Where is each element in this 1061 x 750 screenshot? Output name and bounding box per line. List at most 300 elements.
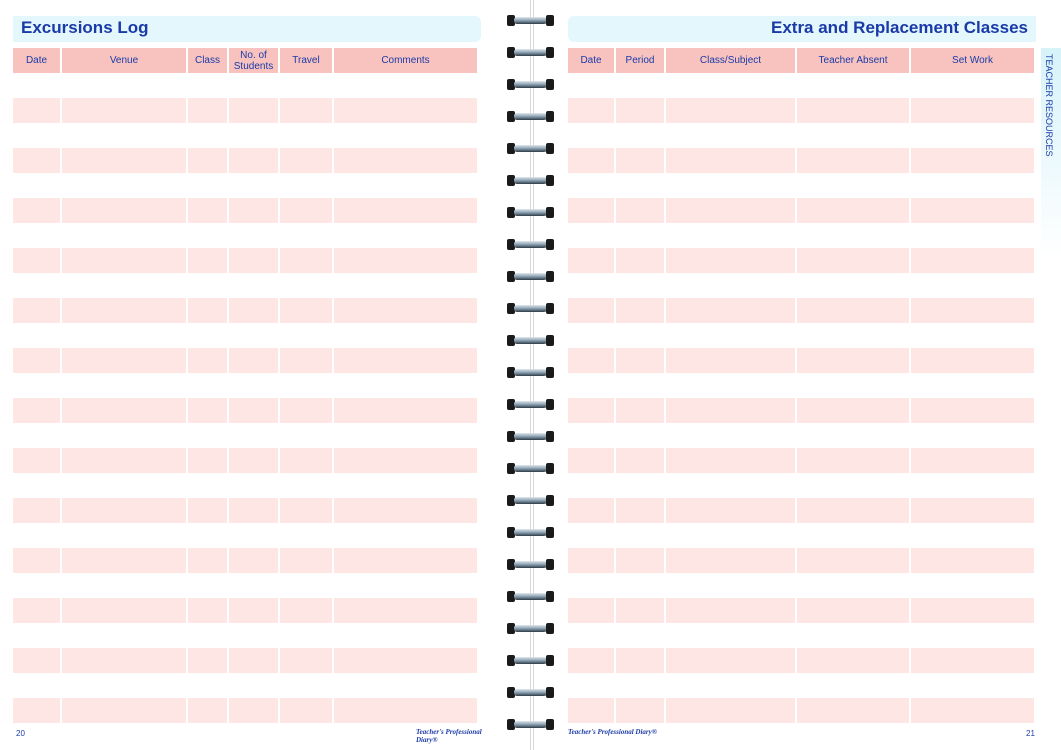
table-cell[interactable] (568, 498, 614, 523)
table-cell[interactable] (568, 673, 614, 698)
table-cell[interactable] (616, 223, 664, 248)
table-cell[interactable] (280, 398, 332, 423)
table-cell[interactable] (13, 573, 60, 598)
table-cell[interactable] (334, 98, 477, 123)
table-cell[interactable] (568, 298, 614, 323)
table-cell[interactable] (229, 198, 278, 223)
table-cell[interactable] (568, 398, 614, 423)
table-cell[interactable] (568, 148, 614, 173)
table-cell[interactable] (911, 98, 1034, 123)
table-cell[interactable] (13, 248, 60, 273)
table-cell[interactable] (229, 223, 278, 248)
table-cell[interactable] (62, 573, 186, 598)
table-cell[interactable] (616, 248, 664, 273)
table-cell[interactable] (13, 623, 60, 648)
table-cell[interactable] (616, 398, 664, 423)
table-cell[interactable] (13, 98, 60, 123)
table-cell[interactable] (229, 473, 278, 498)
table-cell[interactable] (666, 198, 795, 223)
table-cell[interactable] (229, 498, 278, 523)
table-cell[interactable] (13, 223, 60, 248)
table-cell[interactable] (229, 523, 278, 548)
table-cell[interactable] (616, 648, 664, 673)
table-cell[interactable] (280, 523, 332, 548)
table-cell[interactable] (797, 198, 909, 223)
table-cell[interactable] (280, 498, 332, 523)
table-cell[interactable] (62, 273, 186, 298)
table-cell[interactable] (797, 348, 909, 373)
table-cell[interactable] (13, 73, 60, 98)
table-cell[interactable] (616, 98, 664, 123)
table-cell[interactable] (280, 223, 332, 248)
table-cell[interactable] (797, 248, 909, 273)
table-cell[interactable] (188, 523, 227, 548)
table-cell[interactable] (616, 573, 664, 598)
table-cell[interactable] (229, 98, 278, 123)
table-cell[interactable] (568, 173, 614, 198)
table-cell[interactable] (229, 673, 278, 698)
table-cell[interactable] (666, 373, 795, 398)
table-cell[interactable] (911, 398, 1034, 423)
table-cell[interactable] (568, 548, 614, 573)
table-cell[interactable] (616, 323, 664, 348)
table-cell[interactable] (911, 598, 1034, 623)
table-cell[interactable] (62, 73, 186, 98)
table-cell[interactable] (280, 548, 332, 573)
table-cell[interactable] (62, 423, 186, 448)
table-cell[interactable] (334, 573, 477, 598)
table-cell[interactable] (911, 298, 1034, 323)
table-cell[interactable] (13, 498, 60, 523)
table-cell[interactable] (616, 373, 664, 398)
table-cell[interactable] (188, 448, 227, 473)
table-cell[interactable] (616, 148, 664, 173)
table-cell[interactable] (62, 198, 186, 223)
table-cell[interactable] (666, 423, 795, 448)
table-cell[interactable] (280, 573, 332, 598)
spiral-binding (500, 0, 561, 750)
table-cell[interactable] (334, 348, 477, 373)
table-cell[interactable] (62, 598, 186, 623)
table-cell[interactable] (911, 223, 1034, 248)
table-cell[interactable] (797, 73, 909, 98)
table-cell[interactable] (568, 223, 614, 248)
table-cell[interactable] (797, 598, 909, 623)
table-cell[interactable] (188, 198, 227, 223)
table-cell[interactable] (188, 373, 227, 398)
table-cell[interactable] (229, 598, 278, 623)
table-cell[interactable] (568, 73, 614, 98)
table-cell[interactable] (188, 473, 227, 498)
table-cell[interactable] (188, 423, 227, 448)
table-cell[interactable] (911, 673, 1034, 698)
table-cell[interactable] (229, 698, 278, 723)
table-cell[interactable] (334, 323, 477, 348)
table-cell[interactable] (797, 498, 909, 523)
teacher-resources-tab[interactable] (1041, 48, 1061, 258)
table-cell[interactable] (229, 148, 278, 173)
table-cell[interactable] (188, 698, 227, 723)
table-cell[interactable] (666, 123, 795, 148)
table-cell[interactable] (797, 298, 909, 323)
table-cell[interactable] (334, 523, 477, 548)
table-cell[interactable] (568, 698, 614, 723)
table-cell[interactable] (62, 623, 186, 648)
table-cell[interactable] (62, 98, 186, 123)
spiral-coil (507, 271, 554, 282)
table-cell[interactable] (334, 698, 477, 723)
table-row (568, 573, 1034, 598)
table-cell[interactable] (280, 298, 332, 323)
table-cell[interactable] (62, 373, 186, 398)
table-cell[interactable] (797, 273, 909, 298)
table-cell[interactable] (188, 573, 227, 598)
table-cell[interactable] (616, 273, 664, 298)
table-cell[interactable] (229, 298, 278, 323)
table-cell[interactable] (13, 148, 60, 173)
table-cell[interactable] (334, 623, 477, 648)
table-cell[interactable] (797, 673, 909, 698)
table-cell[interactable] (13, 273, 60, 298)
table-cell[interactable] (280, 273, 332, 298)
table-cell[interactable] (188, 248, 227, 273)
table-cell[interactable] (13, 123, 60, 148)
table-cell[interactable] (229, 323, 278, 348)
table-cell[interactable] (229, 623, 278, 648)
table-cell[interactable] (568, 273, 614, 298)
table-cell[interactable] (334, 273, 477, 298)
table-cell[interactable] (666, 173, 795, 198)
table-row (13, 223, 477, 248)
table-cell[interactable] (568, 423, 614, 448)
table-cell[interactable] (334, 648, 477, 673)
table-cell[interactable] (62, 448, 186, 473)
table-cell[interactable] (666, 673, 795, 698)
table-cell[interactable] (666, 98, 795, 123)
table-cell[interactable] (62, 323, 186, 348)
table-cell[interactable] (568, 98, 614, 123)
table-cell[interactable] (666, 548, 795, 573)
table-cell[interactable] (616, 698, 664, 723)
table-cell[interactable] (188, 148, 227, 173)
table-cell[interactable] (666, 148, 795, 173)
table-cell[interactable] (616, 523, 664, 548)
table-cell[interactable] (188, 348, 227, 373)
table-cell[interactable] (280, 173, 332, 198)
table-cell[interactable] (616, 123, 664, 148)
table-cell[interactable] (229, 423, 278, 448)
table-cell[interactable] (188, 98, 227, 123)
table-cell[interactable] (229, 373, 278, 398)
table-cell[interactable] (229, 648, 278, 673)
table-cell[interactable] (911, 198, 1034, 223)
table-cell[interactable] (229, 348, 278, 373)
table-cell[interactable] (797, 648, 909, 673)
table-cell[interactable] (13, 473, 60, 498)
table-cell[interactable] (280, 348, 332, 373)
table-cell[interactable] (62, 123, 186, 148)
table-cell[interactable] (188, 398, 227, 423)
table-cell[interactable] (797, 698, 909, 723)
table-cell[interactable] (911, 148, 1034, 173)
table-cell[interactable] (568, 573, 614, 598)
table-cell[interactable] (568, 198, 614, 223)
table-cell[interactable] (797, 173, 909, 198)
table-cell[interactable] (334, 398, 477, 423)
table-cell[interactable] (568, 473, 614, 498)
table-cell[interactable] (911, 523, 1034, 548)
table-cell[interactable] (13, 698, 60, 723)
table-cell[interactable] (280, 248, 332, 273)
table-cell[interactable] (62, 223, 186, 248)
table-cell[interactable] (797, 223, 909, 248)
table-cell[interactable] (616, 298, 664, 323)
table-cell[interactable] (911, 698, 1034, 723)
table-cell[interactable] (62, 698, 186, 723)
table-cell[interactable] (280, 473, 332, 498)
table-cell[interactable] (797, 98, 909, 123)
table-cell[interactable] (188, 648, 227, 673)
table-cell[interactable] (911, 573, 1034, 598)
table-cell[interactable] (280, 198, 332, 223)
table-cell[interactable] (334, 373, 477, 398)
table-cell[interactable] (334, 148, 477, 173)
table-cell[interactable] (334, 423, 477, 448)
table-cell[interactable] (62, 473, 186, 498)
table-cell[interactable] (797, 473, 909, 498)
table-cell[interactable] (666, 573, 795, 598)
table-cell[interactable] (911, 248, 1034, 273)
table-cell[interactable] (62, 298, 186, 323)
table-cell[interactable] (229, 173, 278, 198)
table-cell[interactable] (911, 648, 1034, 673)
table-cell[interactable] (280, 648, 332, 673)
table-cell[interactable] (666, 598, 795, 623)
table-cell[interactable] (616, 173, 664, 198)
table-cell[interactable] (62, 173, 186, 198)
table-cell[interactable] (568, 598, 614, 623)
table-cell[interactable] (62, 248, 186, 273)
table-cell[interactable] (188, 273, 227, 298)
table-cell[interactable] (280, 598, 332, 623)
table-cell[interactable] (334, 73, 477, 98)
table-cell[interactable] (666, 498, 795, 523)
table-cell[interactable] (280, 373, 332, 398)
table-cell[interactable] (188, 223, 227, 248)
table-cell[interactable] (13, 448, 60, 473)
table-cell[interactable] (666, 323, 795, 348)
table-cell[interactable] (334, 248, 477, 273)
table-cell[interactable] (911, 473, 1034, 498)
table-row (568, 98, 1034, 123)
table-cell[interactable] (616, 598, 664, 623)
table-cell[interactable] (188, 123, 227, 148)
table-cell[interactable] (229, 573, 278, 598)
col-header-students: No. of Students (229, 48, 278, 73)
table-cell[interactable] (280, 323, 332, 348)
table-cell[interactable] (911, 373, 1034, 398)
table-cell[interactable] (13, 298, 60, 323)
spiral-coil (507, 495, 554, 506)
table-cell[interactable] (13, 173, 60, 198)
table-cell[interactable] (797, 523, 909, 548)
table-cell[interactable] (666, 73, 795, 98)
table-cell[interactable] (62, 523, 186, 548)
table-cell[interactable] (62, 673, 186, 698)
table-cell[interactable] (797, 123, 909, 148)
table-cell[interactable] (334, 548, 477, 573)
table-cell[interactable] (666, 298, 795, 323)
table-cell[interactable] (568, 123, 614, 148)
table-cell[interactable] (666, 698, 795, 723)
table-cell[interactable] (13, 323, 60, 348)
table-cell[interactable] (797, 398, 909, 423)
table-cell[interactable] (188, 623, 227, 648)
table-cell[interactable] (229, 248, 278, 273)
table-cell[interactable] (334, 498, 477, 523)
excursions-table (13, 48, 477, 723)
table-cell[interactable] (616, 73, 664, 98)
table-cell[interactable] (229, 448, 278, 473)
table-cell[interactable] (616, 423, 664, 448)
table-cell[interactable] (280, 148, 332, 173)
table-cell[interactable] (666, 398, 795, 423)
table-cell[interactable] (616, 548, 664, 573)
table-cell[interactable] (334, 448, 477, 473)
table-cell[interactable] (616, 448, 664, 473)
table-cell[interactable] (797, 423, 909, 448)
table-cell[interactable] (797, 323, 909, 348)
table-cell[interactable] (797, 548, 909, 573)
spiral-coil (507, 15, 554, 26)
table-cell[interactable] (13, 648, 60, 673)
table-cell[interactable] (666, 273, 795, 298)
table-cell[interactable] (13, 373, 60, 398)
table-cell[interactable] (13, 598, 60, 623)
table-cell[interactable] (666, 648, 795, 673)
table-cell[interactable] (911, 498, 1034, 523)
table-cell[interactable] (62, 398, 186, 423)
table-cell[interactable] (188, 323, 227, 348)
table-row (13, 498, 477, 523)
table-cell[interactable] (797, 148, 909, 173)
table-cell[interactable] (911, 273, 1034, 298)
table-cell[interactable] (616, 348, 664, 373)
table-cell[interactable] (13, 198, 60, 223)
table-cell[interactable] (666, 523, 795, 548)
table-cell[interactable] (666, 448, 795, 473)
table-cell[interactable] (229, 398, 278, 423)
page-title-extra-classes: Extra and Replacement Classes (770, 18, 1028, 37)
table-cell[interactable] (797, 448, 909, 473)
table-cell[interactable] (188, 548, 227, 573)
table-cell[interactable] (229, 73, 278, 98)
table-cell[interactable] (616, 498, 664, 523)
table-cell[interactable] (334, 223, 477, 248)
table-cell[interactable] (334, 473, 477, 498)
table-cell[interactable] (568, 523, 614, 548)
table-cell[interactable] (280, 123, 332, 148)
table-cell[interactable] (280, 98, 332, 123)
table-cell[interactable] (911, 73, 1034, 98)
table-cell[interactable] (13, 348, 60, 373)
table-cell[interactable] (797, 573, 909, 598)
table-cell[interactable] (911, 423, 1034, 448)
table-cell[interactable] (616, 473, 664, 498)
table-cell[interactable] (280, 423, 332, 448)
table-cell[interactable] (911, 323, 1034, 348)
table-cell[interactable] (280, 73, 332, 98)
table-cell[interactable] (13, 423, 60, 448)
table-cell[interactable] (229, 123, 278, 148)
table-cell[interactable] (188, 173, 227, 198)
table-cell[interactable] (188, 673, 227, 698)
table-cell[interactable] (62, 648, 186, 673)
table-cell[interactable] (280, 448, 332, 473)
table-row (13, 698, 477, 723)
table-cell[interactable] (13, 523, 60, 548)
table-cell[interactable] (280, 673, 332, 698)
table-cell[interactable] (616, 623, 664, 648)
table-cell[interactable] (911, 348, 1034, 373)
table-cell[interactable] (568, 648, 614, 673)
table-cell[interactable] (568, 373, 614, 398)
table-cell[interactable] (568, 323, 614, 348)
table-cell[interactable] (13, 548, 60, 573)
table-cell[interactable] (911, 623, 1034, 648)
table-cell[interactable] (334, 673, 477, 698)
table-cell[interactable] (666, 473, 795, 498)
table-row (568, 648, 1034, 673)
table-cell[interactable] (911, 448, 1034, 473)
table-cell[interactable] (911, 548, 1034, 573)
table-cell[interactable] (188, 598, 227, 623)
table-cell[interactable] (13, 673, 60, 698)
table-cell[interactable] (188, 498, 227, 523)
table-cell[interactable] (911, 173, 1034, 198)
table-cell[interactable] (568, 248, 614, 273)
table-cell[interactable] (334, 123, 477, 148)
table-cell[interactable] (62, 498, 186, 523)
table-cell[interactable] (334, 173, 477, 198)
table-cell[interactable] (616, 198, 664, 223)
table-cell[interactable] (666, 348, 795, 373)
table-cell[interactable] (62, 348, 186, 373)
table-cell[interactable] (568, 623, 614, 648)
table-cell[interactable] (666, 248, 795, 273)
table-cell[interactable] (911, 123, 1034, 148)
table-cell[interactable] (334, 198, 477, 223)
table-cell[interactable] (334, 298, 477, 323)
table-cell[interactable] (666, 223, 795, 248)
table-cell[interactable] (280, 698, 332, 723)
table-cell[interactable] (666, 623, 795, 648)
table-cell[interactable] (229, 548, 278, 573)
table-cell[interactable] (13, 398, 60, 423)
table-cell[interactable] (62, 148, 186, 173)
table-cell[interactable] (568, 448, 614, 473)
table-cell[interactable] (188, 298, 227, 323)
table-cell[interactable] (280, 623, 332, 648)
table-cell[interactable] (616, 673, 664, 698)
table-cell[interactable] (334, 598, 477, 623)
table-cell[interactable] (568, 348, 614, 373)
table-cell[interactable] (797, 373, 909, 398)
table-cell[interactable] (229, 273, 278, 298)
table-cell[interactable] (62, 548, 186, 573)
table-cell[interactable] (188, 73, 227, 98)
table-cell[interactable] (797, 623, 909, 648)
